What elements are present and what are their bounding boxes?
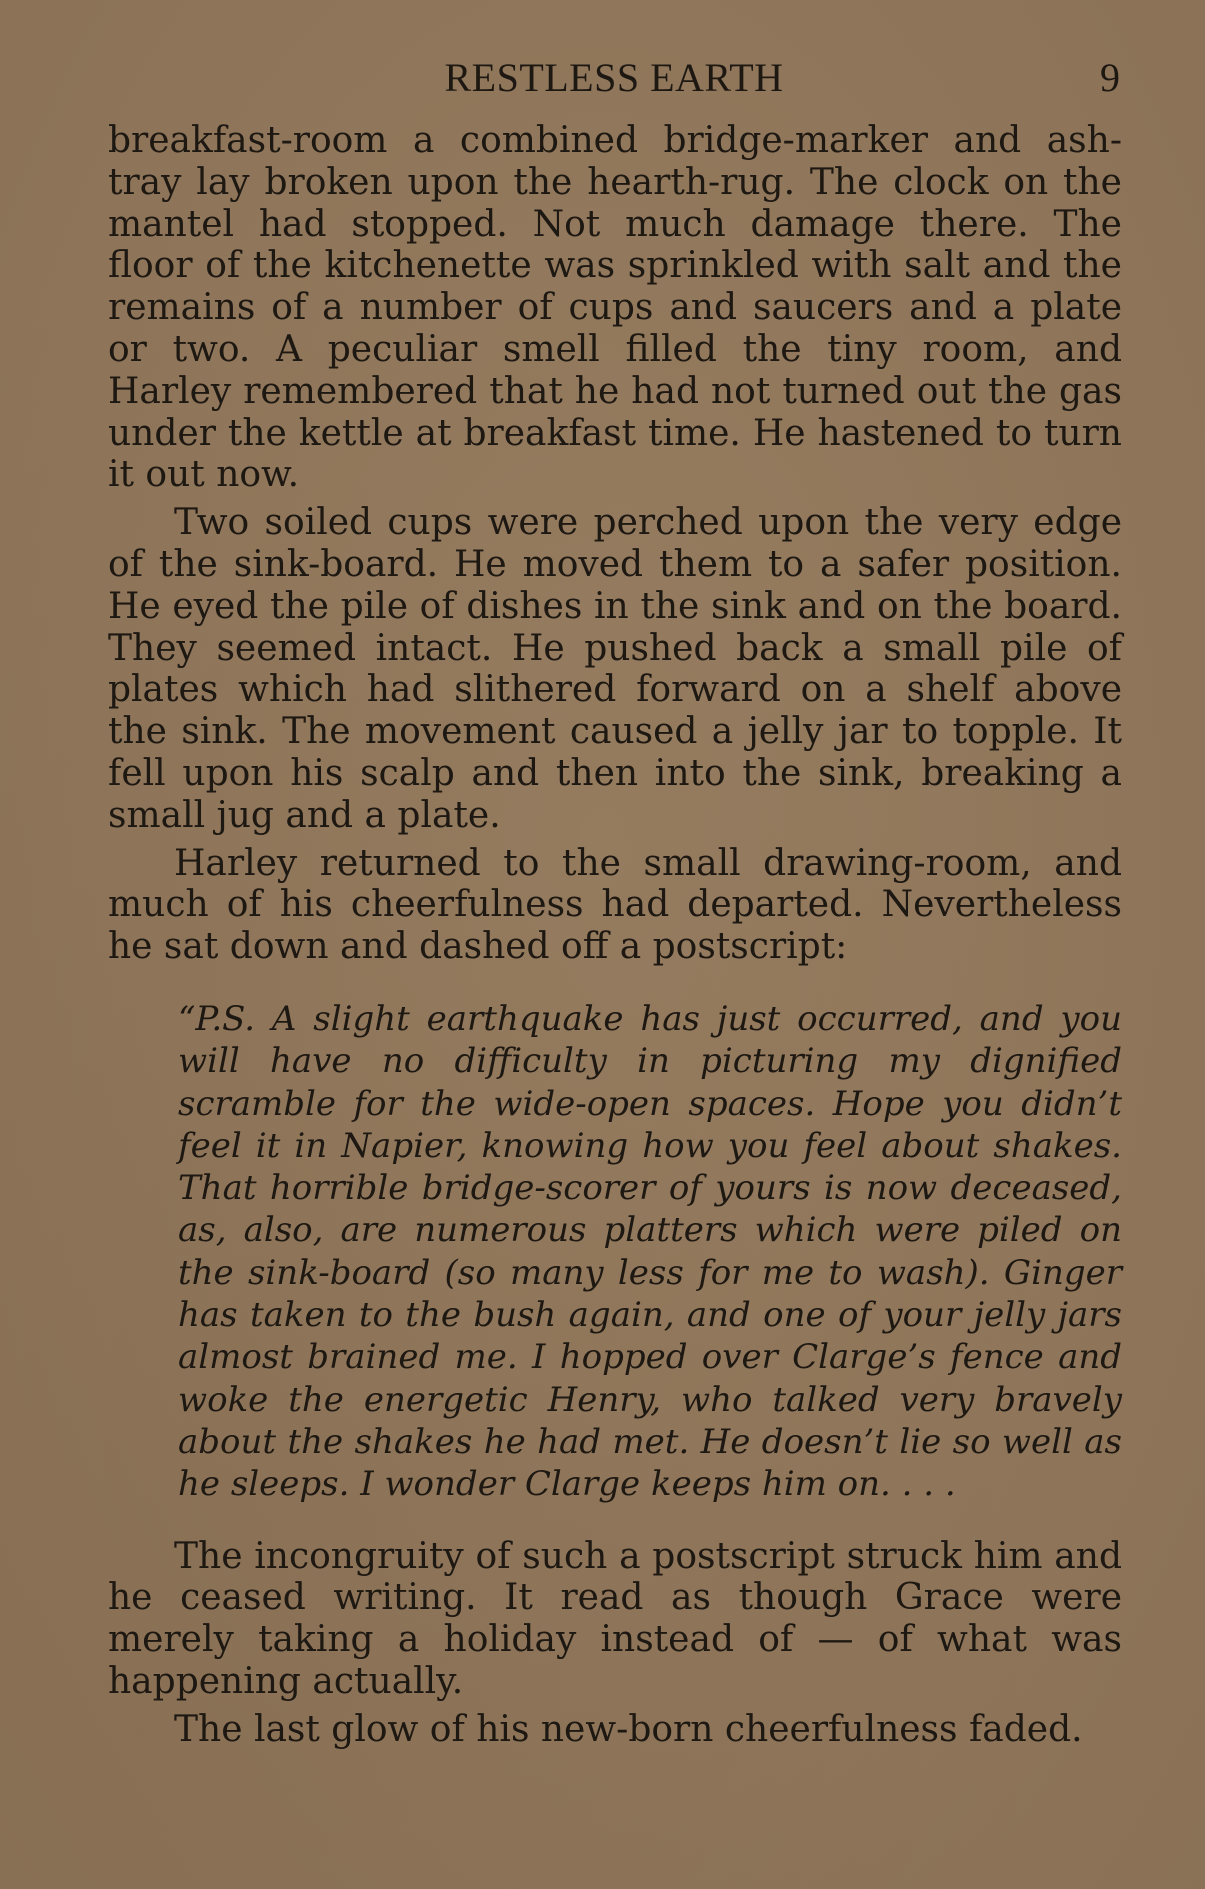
paragraph-last-glow: The last glow of his new-born cheerfulness faded.: [174, 1708, 1083, 1750]
postscript-quote: “P.S. A slight earthquake has just occurred, and you will have no difficulty in picturing my dignified scramble for the wide-open spaces. Hope you didn’t feel it in Napier, knowing how you feel about shakes. That horrible bridge-scorer of yours is now deceased, as, also, are numerous platters which were piled on the sink-board (so many less for me to wash). Ginger has taken to the bush again, and one of your jelly jars almost brained me. I hopped over Clarge’s fence and woke the energetic Henry, who talked very bravely about the shakes he had met. He doesn’t lie so well as he sleeps. I wonder Clarge keeps him on. . . .: [178, 998, 1122, 1505]
paragraph-incongruity: The incongruity of such a postscript struck him and he ceased writing. It read as though Grace were merely taking a holiday instead of — of what was happening actually.: [108, 1535, 1122, 1702]
paragraph-drawing-room: Harley returned to the small drawing-room, and much of his cheerfulness had departed. Nevertheless he sat down and dashed off a postscript:: [108, 842, 1122, 968]
paragraph-continuation: breakfast-room a combined bridge-marker and ash-tray lay broken upon the hearth-rug. The clock on the mantel had stopped. Not much damage there. The floor of the kitchenette was sprinkled with salt and the remains of a number of cups and saucers and a plate or two. A peculiar smell filled the tiny room, and Harley remembered that he had not turned out the gas under the kettle at breakfast time. He hastened to turn it out now.: [108, 120, 1122, 496]
paragraph-sink-board: Two soiled cups were perched upon the very edge of the sink-board. He moved them to a safer position. He eyed the pile of dishes in the sink and on the board. They seemed intact. He pushed back a small pile of plates which had slithered forward on a shelf above the sink. The movement caused a jelly jar to topple. It fell upon his scalp and then into the sink, breaking a small jug and a plate.: [108, 502, 1122, 836]
running-title: RESTLESS EARTH: [444, 55, 784, 100]
body-text: [108, 120, 1122, 1750]
page-header: [108, 52, 1120, 104]
page-number: 9: [1100, 55, 1120, 100]
